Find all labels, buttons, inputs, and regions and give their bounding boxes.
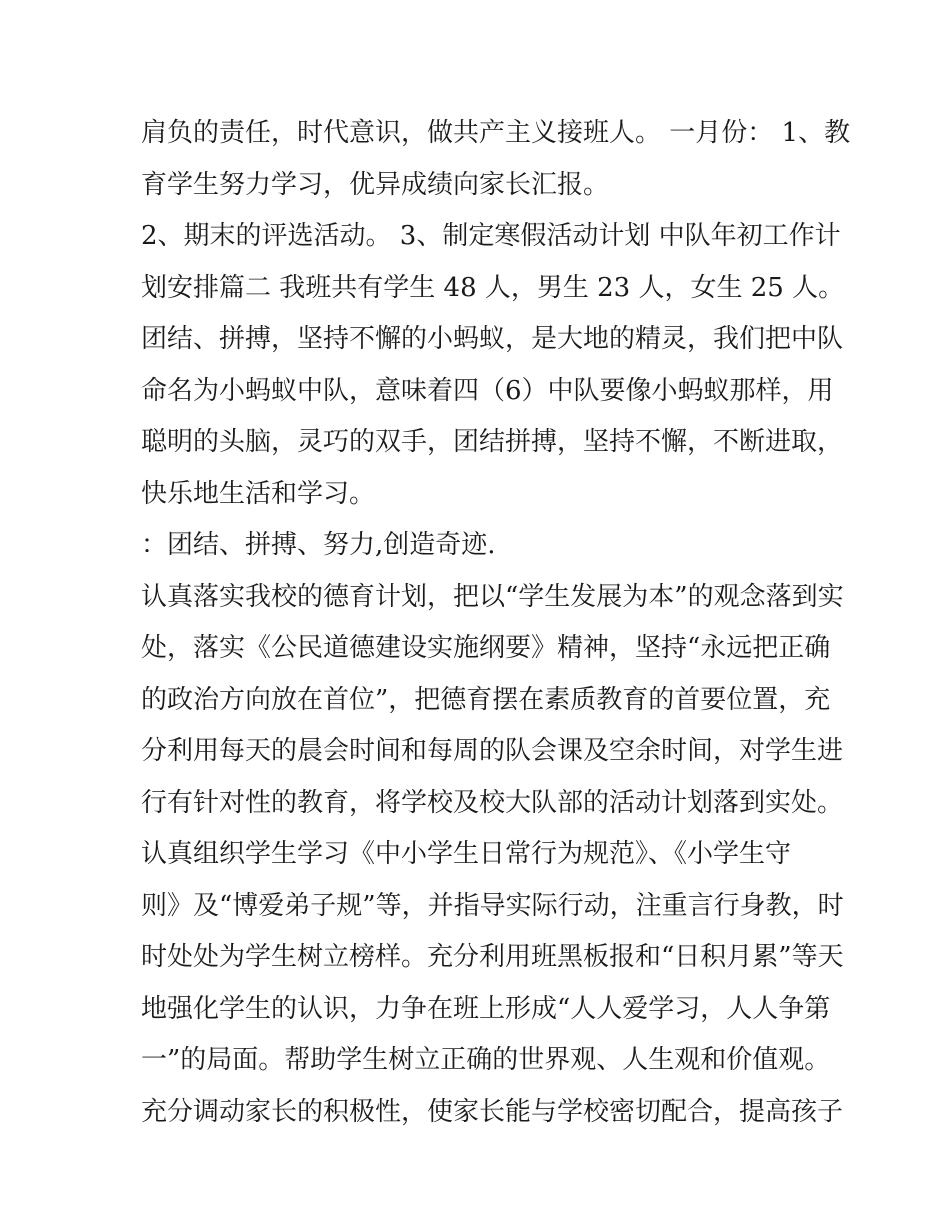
text-line: ：团结、拼搏、努力,创造奇迹. bbox=[141, 530, 496, 560]
text-line: 育学生努力学习，优异成绩向家长汇报。 bbox=[141, 169, 610, 200]
text-line: 肩负的责任，时代意识，做共产主义接班人。 一月份： 1、教 bbox=[141, 118, 851, 148]
text-line: 命名为小蚂蚁中队，意味着四（6）中队要像小蚂蚁那样，用 bbox=[141, 375, 834, 406]
text-line: 地强化学生的认识，力争在班上形成“人人爱学习，人人争第 bbox=[141, 993, 831, 1024]
body-text bbox=[141, 108, 851, 1138]
text-line: 划安排篇二 我班共有学生 48 人，男生 23 人，女生 25 人。 bbox=[141, 272, 845, 303]
text-line: 处，落实《公民道德建设实施纲要》精神，坚持“永远把正确 bbox=[141, 633, 831, 663]
text-line: 时处处为学生树立榜样。充分利用班黑板报和“日积月累”等天 bbox=[141, 942, 844, 972]
text-line: 团结、拼搏，坚持不懈的小蚂蚁，是大地的精灵，我们把中队 bbox=[141, 324, 844, 354]
text-line: 分利用每天的晨会时间和每周的队会课及空余时间，对学生进 bbox=[141, 736, 844, 766]
text-line: 的政治方向放在首位”，把德育摆在素质教育的首要位置，充 bbox=[141, 684, 831, 715]
text-line: 则》及“博爱弟子规”等，并指导实际行动，注重言行身教，时 bbox=[141, 890, 844, 921]
text-line: 行有针对性的教育，将学校及校大队部的活动计划落到实处。 bbox=[141, 787, 844, 818]
text-line: 聪明的头脑，灵巧的双手，团结拼搏，坚持不懈，不断进取， bbox=[141, 427, 844, 457]
text-line: 2、期末的评选活动。 3、制定寒假活动计划 中队年初工作计 bbox=[141, 221, 841, 251]
text-line: 认真组织学生学习《中小学生日常行为规范》、《小学生守 bbox=[141, 839, 792, 869]
text-line: 一”的局面。帮助学生树立正确的世界观、人生观和价值观。 bbox=[141, 1045, 831, 1075]
text-line: 充分调动家长的积极性，使家长能与学校密切配合，提高孩子 bbox=[141, 1096, 844, 1127]
text-line: 认真落实我校的德育计划，把以“学生发展为本”的观念落到实 bbox=[141, 581, 844, 612]
text-line: 快乐地生活和学习。 bbox=[141, 478, 376, 509]
